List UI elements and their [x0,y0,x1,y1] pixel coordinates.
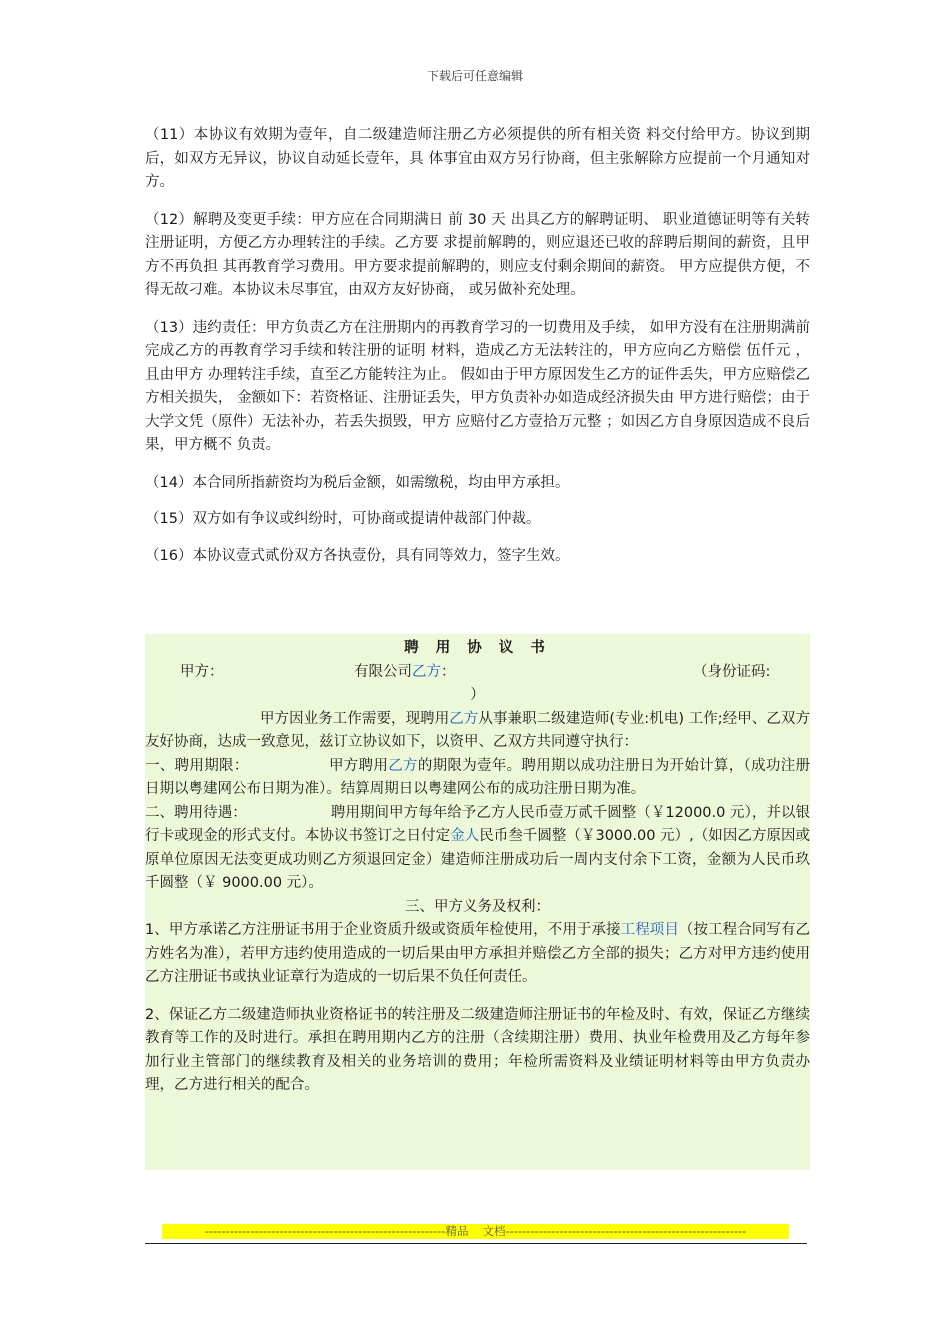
project-link[interactable]: 工程项目 [620,922,679,938]
party-line [145,661,810,685]
section-1: 一、聘用期限： 甲方聘用乙方的期限为壹年。聘用期以成功注册日为开始计算，（成功注册日期以粤建网公布日期为准）。结算周期日以粤建网公布的成功注册日期为准。 [145,757,811,797]
id-label: （身份证码: [693,663,771,680]
party-a-company: 有限公司乙方： [354,663,456,680]
intro-paragraph: 甲方因业务工作需要，现聘用乙方从事兼职二级建造师(专业:机电) 工作;经甲、乙双方友好协商，达成一致意见，兹订立协议如下，以资甲、乙双方共同遵守执行： [145,710,810,750]
section-3-item-1: 1、甲方承诺乙方注册证书用于企业资质升级或资质年检使用，不用于承接工程项目（按工程合同写有乙方姓名为准），若甲方违约使用造成的一切后果由甲方承担并赔偿乙方全部的损失；乙方对甲方违约使用乙方注册证书或执业证章行为造成的一切后果不负任何责任。 [145,922,811,985]
clause-12: （12）解聘及变更手续：甲方应在合同期满日 前 30 天 出具乙方的解聘证明、 职业道德证明等有关转注册证明，方便乙方办理转注的手续。乙方要 求提前解聘的，则应退还已收的辞聘后期间的薪资，且甲方不再负担 其再教育学习费用。甲方要求提前解聘的，则应支付剩余期间的薪资。 甲方应提供方便，不得无故刁难。本协议未尽事宜，由双方友好协商， 或另做补充处理。 [145,211,810,298]
section-1-party-b-link[interactable]: 乙方 [388,757,418,774]
section-2: 二、聘用待遇： 聘用期间甲方每年给予乙方人民币壹万贰千圆整（￥12000.0 元），并以银行卡或现金的形式支付。本协议书签订之日付定金人民币叁千圆整（￥3000.00 元）,（如因乙方原因或原单位原因无法变更成功则乙方须退回定金）建造师注册成功后一周内支付余下工资，金额为人民币玖千圆整（￥ 9000.00 元）。 [145,804,811,891]
section-3-item-2: 2、保证乙方二级建造师执业资格证书的转注册及二级建造师注册证书的年检及时、有效，保证乙方继续教育等工作的及时进行。承担在聘用期内乙方的注册（含续期注册）费用、执业年检费用及乙方每年参加行业主管部门的继续教育及相关的业务培训的费用；年检所需资料及业绩证明材料等由甲方负责办理，乙方进行相关的配合。 [145,1006,810,1093]
section-1-label: 一、聘用期限： [145,757,249,774]
section-2-label: 二、聘用待遇： [145,804,247,821]
agreement-title: 聘 用 协 议 书 [404,640,551,656]
footer-banner: ----------------------------------------------------------精品 文档---------------------------------------------------------- [162,1224,789,1239]
party-b-link[interactable]: 乙方 [412,663,441,680]
clause-14: （14）本合同所指薪资均为税后金额，如需缴税，均由甲方承担。 [145,474,570,491]
intro-party-b-link[interactable]: 乙方 [449,710,479,727]
footer-label-a: 精品 [445,1224,469,1238]
page-header: 下载后可任意编辑 [426,69,523,83]
agreement-section [145,637,810,1098]
party-a-label: 甲方： [180,663,224,680]
footer-rule [145,1243,807,1244]
footer-label-b: 文档 [482,1224,506,1238]
id-close: ） [470,687,485,703]
clause-13: （13）违约责任：甲方负责乙方在注册期内的再教育学习的一切费用及手续， 如甲方没有在注册期满前完成乙方的再教育学习手续和转注册的证明 材料，造成乙方无法转注的，甲方应向乙方赔偿 伍仟元 ，且由甲方 办理转注手续，直至乙方能转注为止。 假如由于甲方原因发生乙方的证件丢失，甲方应赔偿乙方相关损失， 金额如下：若资格证、注册证丢失，甲方负责补办如造成经济损失由 甲方进行赔偿；由于大学文凭（原件）无法补办，若丢失损毁，甲方 应赔付乙方壹拾万元整 ；如因乙方自身原因造成不良后果，甲方概不 负责。 [145,319,810,453]
clause-11: （11）本协议有效期为壹年，自二级建造师注册乙方必须提供的所有相关资 料交付给甲方。协议到期后，如双方无异议，协议自动延长壹年，具 体事宜由双方另行协商，但主张解除方应提前一个月通知对方。 [145,127,810,190]
deposit-link[interactable]: 金人 [450,828,480,844]
section-3-label: 三、甲方义务及权利： [405,898,550,915]
clauses-section [145,124,810,581]
clause-15: （15）双方如有争议或纠纷时，可协商或提请仲裁部门仲裁。 [145,511,541,527]
clause-16: （16）本协议壹式贰份双方各执壹份，具有同等效力，签字生效。 [145,547,570,564]
